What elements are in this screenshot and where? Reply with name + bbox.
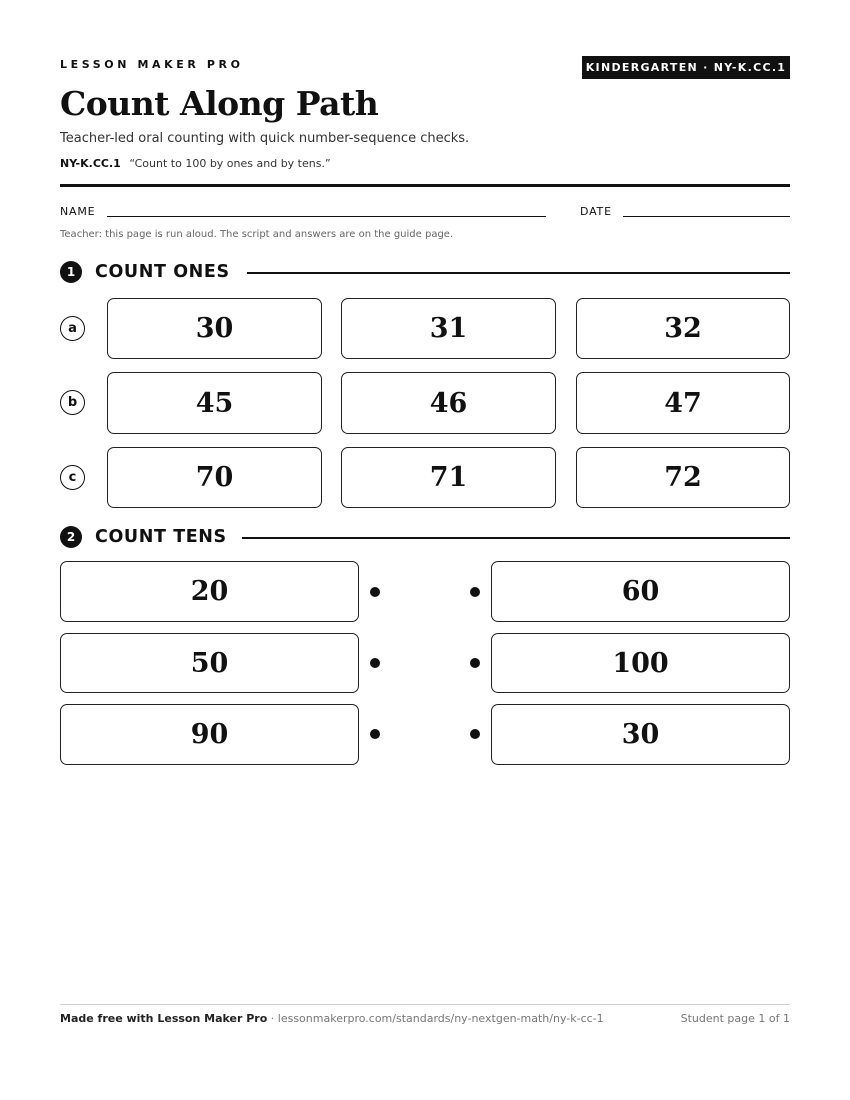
date-field[interactable] [623,216,790,217]
footer-credit [60,1012,604,1025]
standard-description: “Count to 100 by ones and by tens.” [129,157,331,170]
footer-page-number: Student page 1 of 1 [680,1012,790,1025]
row-letter-c: c [60,465,85,490]
row-letter-a: a [60,316,85,341]
name-field[interactable] [107,216,546,217]
match-dot-left[interactable] [370,658,380,668]
match-dot-left[interactable] [370,729,380,739]
tens-right-card: 30 [491,704,790,765]
number-card: 32 [576,298,790,359]
brand-wordmark: LESSON MAKER PRO [60,58,244,71]
number-card: 72 [576,447,790,508]
section-rule [242,537,790,539]
row-letter-b: b [60,390,85,415]
match-dot-right[interactable] [470,658,480,668]
footer-url[interactable]: · lessonmakerpro.com/standards/ny-nextgen-math/ny-k-cc-1 [267,1012,604,1025]
footer-made-with: Made free with Lesson Maker Pro [60,1012,268,1025]
header-divider [60,184,790,187]
standard-line [60,157,331,170]
section-title: COUNT TENS [95,527,227,547]
tens-right-card: 60 [491,561,790,622]
page-subtitle: Teacher-led oral counting with quick number-sequence checks. [60,131,470,146]
number-card: 31 [341,298,556,359]
number-card: 71 [341,447,556,508]
date-label: DATE [580,205,612,218]
teacher-note: Teacher: this page is run aloud. The script and answers are on the guide page. [60,229,454,240]
page-title: Count Along Path [60,84,379,123]
tens-left-card: 20 [60,561,359,622]
number-card: 70 [107,447,322,508]
name-label: NAME [60,205,96,218]
footer-divider [60,1004,790,1005]
number-card: 47 [576,372,790,434]
match-dot-right[interactable] [470,729,480,739]
section-number-badge: 2 [60,526,82,548]
section-count-tens-header [60,525,790,549]
match-dot-left[interactable] [370,587,380,597]
standard-code: NY-K.CC.1 [60,157,121,170]
section-rule [247,272,790,274]
number-card: 46 [341,372,556,434]
grade-standard-badge: KINDERGARTEN · NY-K.CC.1 [582,56,790,79]
tens-left-card: 90 [60,704,359,765]
tens-left-card: 50 [60,633,359,693]
number-card: 45 [107,372,322,434]
section-count-ones-header [60,260,790,284]
section-title: COUNT ONES [95,262,230,282]
match-dot-right[interactable] [470,587,480,597]
tens-right-card: 100 [491,633,790,693]
section-number-badge: 1 [60,261,82,283]
number-card: 30 [107,298,322,359]
